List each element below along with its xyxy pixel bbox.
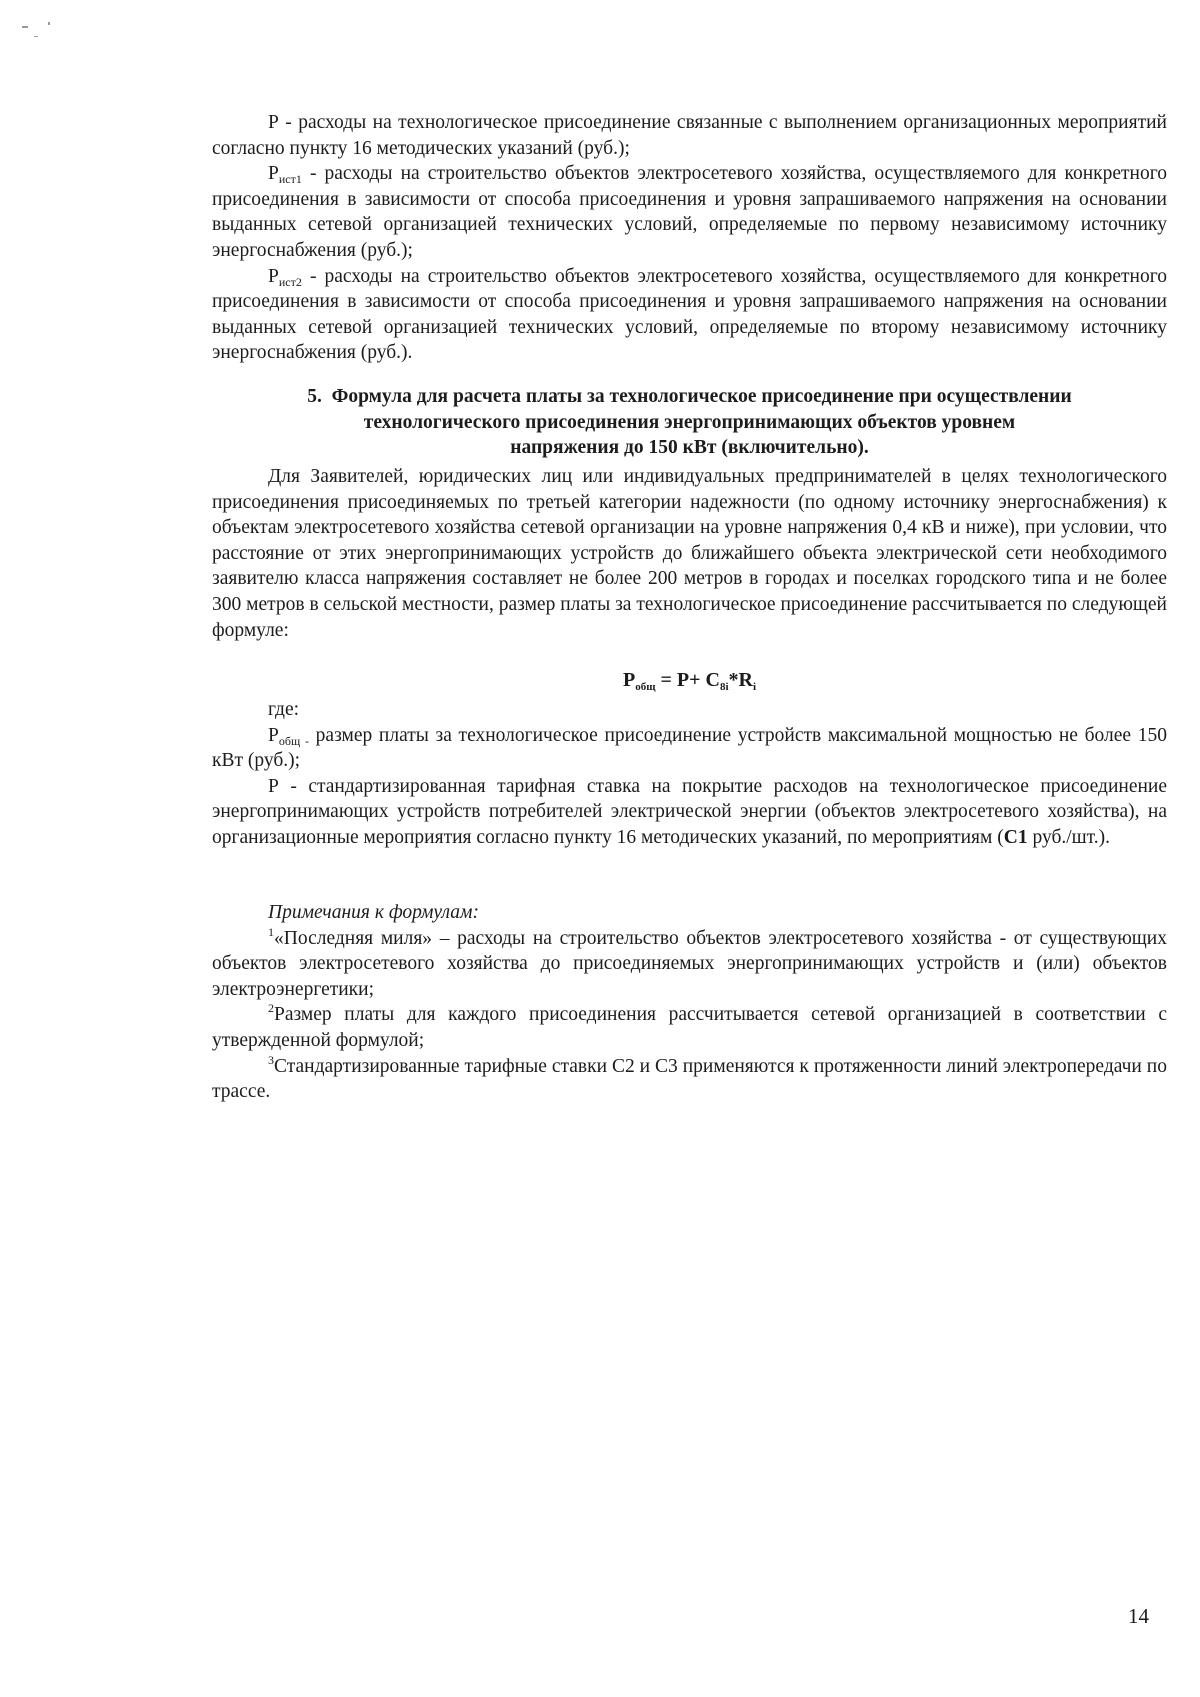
note-item (212, 1054, 1167, 1105)
paragraph-p: Р - расходы на технологическое присоединение связанные с выполнением организационных мероприятий согласно пункту 16 методических указаний (руб.); (212, 112, 1167, 159)
paragraph-p-ist2 (212, 264, 1167, 366)
note-marker: 3 (268, 1052, 274, 1067)
section-intro-block (212, 464, 1167, 643)
subscript-ist2: ист2 (278, 274, 302, 289)
note-item (212, 926, 1167, 1003)
formula-star: *R (728, 669, 753, 691)
heading-line-2: технологического присоединения энергопринимающих объектов уровнем (363, 411, 1016, 433)
heading-line-1 (212, 384, 1167, 410)
definition-p-total (212, 723, 1167, 774)
notes-block (212, 900, 1167, 1105)
definition-p-rate-text: Р - стандартизированная тарифная ставка на покрытие расходов на технологическое присоединение энергопринимающих устройств потребителей электрической энергии (объектов электросетевого хозяйства), на организационные мероприятия согласно пункту 16 методических указаний, по мероприятиям ( (212, 775, 1167, 848)
formula-c-sub: 8i (719, 681, 729, 693)
definition-p-rate-tail: руб./шт.). (1027, 826, 1110, 848)
note-text: Стандартизированные тарифные ставки С2 и С3 применяются к протяженности линий электропередачи по трассе. (212, 1055, 1167, 1103)
paragraph-p-ist1-text: - расходы на строительство объектов электросетевого хозяйства, осуществляемого для конкретного присоединения в зависимости от способа присоединения и уровня запрашиваемого напряжения на основании выданных сетевой организацией технических условий, определяемые по первому независимому источнику энергоснабжения (руб.); (212, 163, 1167, 261)
symbol-p: Р (268, 724, 279, 746)
formula-definitions-block (212, 697, 1167, 851)
notes-title: Примечания к формулам: (268, 902, 479, 923)
page-number: 14 (1128, 1604, 1149, 1628)
note-text: «Последняя миля» – расходы на строительство объектов электросетевого хозяйства - от существующих объектов электросетевого хозяйства до присоединяемых энергопринимающих устройств и (или) объектов электроэнергетики; (212, 927, 1167, 1000)
scan-speck (34, 36, 38, 37)
definition-p-total-text: размер платы за технологическое присоединение устройств максимальной мощностью не более 150 кВт (руб.); (212, 724, 1167, 772)
section-intro: Для Заявителей, юридических лиц или индивидуальных предпринимателей в целях технологического присоединения присоединяемых по третьей категории надежности (по одному источнику энергоснабжения) к объектам электросетевого хозяйства сетевой организации на уровне напряжения 0,4 кВ и ниже), при условии, что расстояние от этих энергопринимающих устройств до ближайшего объекта электрической сети необходимого заявителю класса напряжения составляет не более 200 метров в городах и поселках городского типа и не более 300 метров в сельской местности, размер платы за технологическое присоединение рассчитывается по следующей формуле: (212, 466, 1167, 641)
note-marker: 1 (268, 924, 274, 939)
heading-line-1-text: Формула для расчета платы за технологическое присоединение при осуществлении (331, 386, 1072, 407)
subscript-ist1: ист1 (278, 172, 302, 187)
rate-code-c1: С1 (1003, 826, 1028, 848)
where-label: где: (268, 699, 300, 720)
symbol-p: Р (268, 163, 279, 185)
definition-p-rate (212, 774, 1167, 851)
scan-speck (22, 26, 28, 28)
note-item (212, 1002, 1167, 1053)
scan-speck (48, 22, 50, 25)
subscript-total: общ - (278, 733, 309, 748)
paragraph-p-ist1 (212, 161, 1167, 263)
note-marker: 2 (268, 1001, 274, 1016)
formula-r-sub: i (752, 681, 757, 693)
heading-line-3: напряжения до 150 кВт (включительно). (510, 437, 869, 459)
paragraph-p-ist2-text: - расходы на строительство объектов электросетевого хозяйства, осуществляемого для конкретного присоединения в зависимости от способа присоединения и уровня запрашиваемого напряжения на основании выданных сетевой организацией технических условий, определяемые по второму независимому источнику энергоснабжения (руб.). (212, 265, 1167, 364)
symbol-p: Р (268, 265, 279, 287)
formula-mid: = Р+ С (655, 669, 720, 691)
definitions-block (212, 110, 1167, 366)
section-number: 5. (307, 386, 322, 407)
fee-formula (212, 667, 1167, 693)
formula-lhs-sub: общ (635, 681, 656, 693)
formula-lhs: Р (622, 669, 636, 691)
note-text: Размер платы для каждого присоединения рассчитывается сетевой организацией в соответствии с утвержденной формулой; (212, 1004, 1167, 1051)
section-heading (212, 384, 1167, 461)
